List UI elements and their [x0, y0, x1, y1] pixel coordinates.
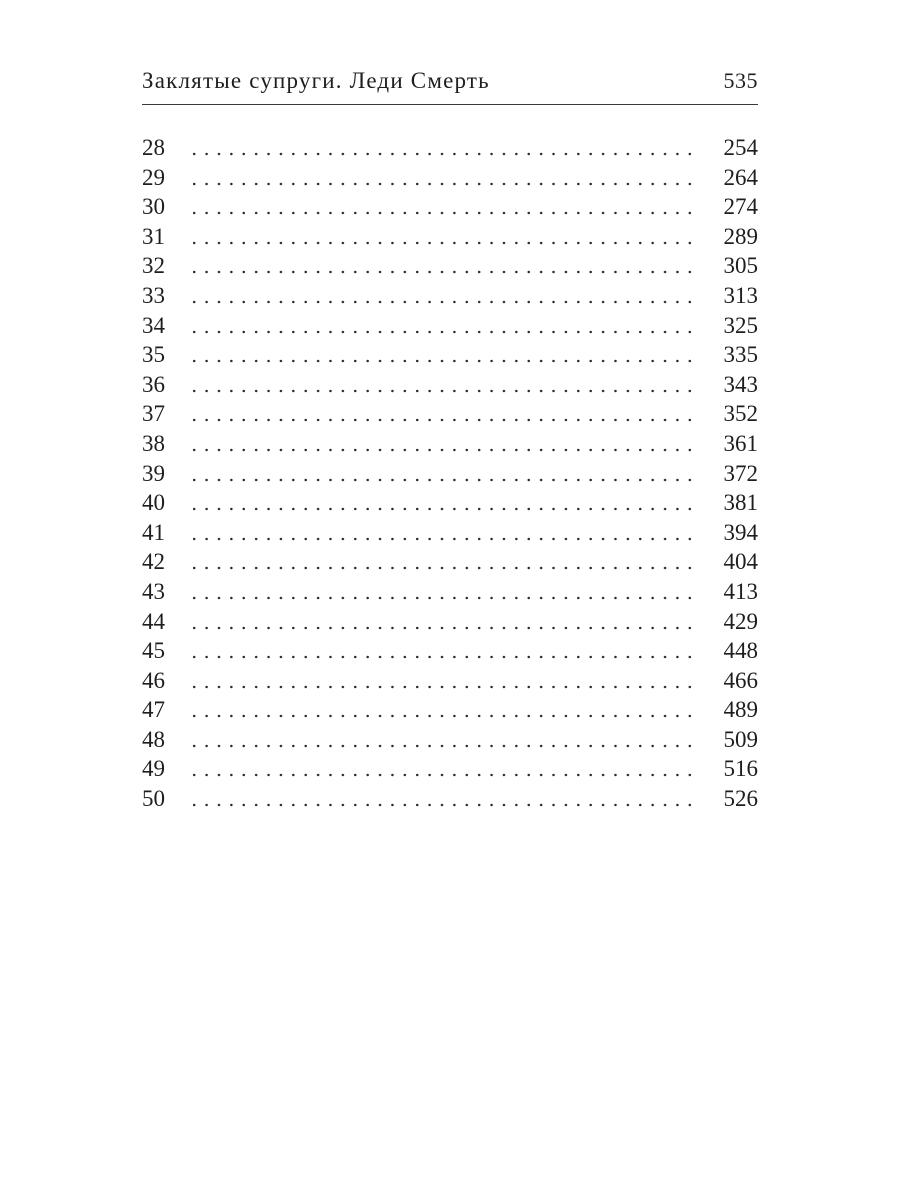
entry-page-number: 394 [723, 519, 758, 545]
entry-page-number: 381 [723, 490, 758, 516]
dot-leader [188, 478, 696, 482]
running-title: Заклятые супруги. Леди Смерть [142, 68, 490, 93]
chapter-number: 29 [142, 164, 165, 190]
dot-leader [188, 182, 696, 186]
chapter-number: 38 [142, 430, 165, 456]
dot-leader [188, 626, 696, 630]
dot-leader [188, 241, 696, 245]
page-number: 535 [723, 68, 758, 93]
toc-entry[interactable] [142, 577, 758, 607]
entry-page-number: 335 [723, 342, 758, 368]
entry-page-number: 526 [723, 786, 758, 812]
toc-entry[interactable] [142, 754, 758, 784]
entry-page-number: 413 [723, 578, 758, 604]
chapter-number: 46 [142, 667, 165, 693]
dot-leader [188, 596, 696, 600]
toc-entry[interactable] [142, 695, 758, 725]
toc-entry[interactable] [142, 192, 758, 222]
entry-page-number: 352 [723, 401, 758, 427]
toc-entry[interactable] [142, 607, 758, 637]
entry-page-number: 429 [723, 608, 758, 634]
dot-leader [188, 507, 696, 511]
chapter-number: 31 [142, 223, 165, 249]
entry-page-number: 325 [723, 312, 758, 338]
dot-leader [188, 300, 696, 304]
toc-entry[interactable] [142, 636, 758, 666]
toc-entry[interactable] [142, 311, 758, 341]
toc-entry[interactable] [142, 133, 758, 163]
chapter-number: 37 [142, 401, 165, 427]
dot-leader [188, 773, 696, 777]
dot-leader [188, 418, 696, 422]
chapter-number: 42 [142, 549, 165, 575]
entry-page-number: 516 [723, 756, 758, 782]
toc-entry[interactable] [142, 222, 758, 252]
toc-entry[interactable] [142, 488, 758, 518]
chapter-number: 45 [142, 638, 165, 664]
toc-entry[interactable] [142, 666, 758, 696]
entry-page-number: 448 [723, 638, 758, 664]
chapter-number: 33 [142, 282, 165, 308]
chapter-number: 28 [142, 135, 165, 160]
toc-entry[interactable] [142, 725, 758, 755]
chapter-number: 39 [142, 460, 165, 486]
entry-page-number: 313 [723, 282, 758, 308]
chapter-number: 34 [142, 312, 165, 338]
entry-page-number: 361 [723, 430, 758, 456]
dot-leader [188, 330, 696, 334]
entry-page-number: 489 [723, 697, 758, 723]
dot-leader [188, 566, 696, 570]
entry-page-number: 264 [723, 164, 758, 190]
dot-leader [188, 270, 696, 274]
running-header [142, 64, 758, 105]
chapter-number: 32 [142, 253, 165, 279]
toc-entry[interactable] [142, 340, 758, 370]
chapter-number: 36 [142, 371, 165, 397]
toc-entry[interactable] [142, 784, 758, 814]
toc-entry[interactable] [142, 459, 758, 489]
chapter-number: 50 [142, 786, 165, 812]
dot-leader [188, 389, 696, 393]
toc-entry[interactable] [142, 399, 758, 429]
chapter-number: 49 [142, 756, 165, 782]
entry-page-number: 289 [723, 223, 758, 249]
toc-entry[interactable] [142, 547, 758, 577]
chapter-number: 30 [142, 194, 165, 220]
toc-entry[interactable] [142, 251, 758, 281]
dot-leader [188, 152, 696, 156]
dot-leader [188, 744, 696, 748]
chapter-number: 47 [142, 697, 165, 723]
entry-page-number: 372 [723, 460, 758, 486]
dot-leader [188, 714, 696, 718]
dot-leader [188, 211, 696, 215]
entry-page-number: 466 [723, 667, 758, 693]
chapter-number: 40 [142, 490, 165, 516]
entry-page-number: 509 [723, 726, 758, 752]
table-of-contents [142, 133, 758, 814]
entry-page-number: 305 [723, 253, 758, 279]
chapter-number: 48 [142, 726, 165, 752]
dot-leader [188, 655, 696, 659]
toc-entry[interactable] [142, 518, 758, 548]
dot-leader [188, 359, 696, 363]
toc-entry[interactable] [142, 163, 758, 193]
dot-leader [188, 803, 696, 807]
entry-page-number: 343 [723, 371, 758, 397]
toc-entry[interactable] [142, 429, 758, 459]
entry-page-number: 404 [723, 549, 758, 575]
entry-page-number: 254 [723, 135, 758, 160]
entry-page-number: 274 [723, 194, 758, 220]
chapter-number: 43 [142, 578, 165, 604]
dot-leader [188, 537, 696, 541]
chapter-number: 41 [142, 519, 165, 545]
dot-leader [188, 448, 696, 452]
toc-entry[interactable] [142, 281, 758, 311]
chapter-number: 35 [142, 342, 165, 368]
toc-entry[interactable] [142, 370, 758, 400]
dot-leader [188, 685, 696, 689]
chapter-number: 44 [142, 608, 165, 634]
